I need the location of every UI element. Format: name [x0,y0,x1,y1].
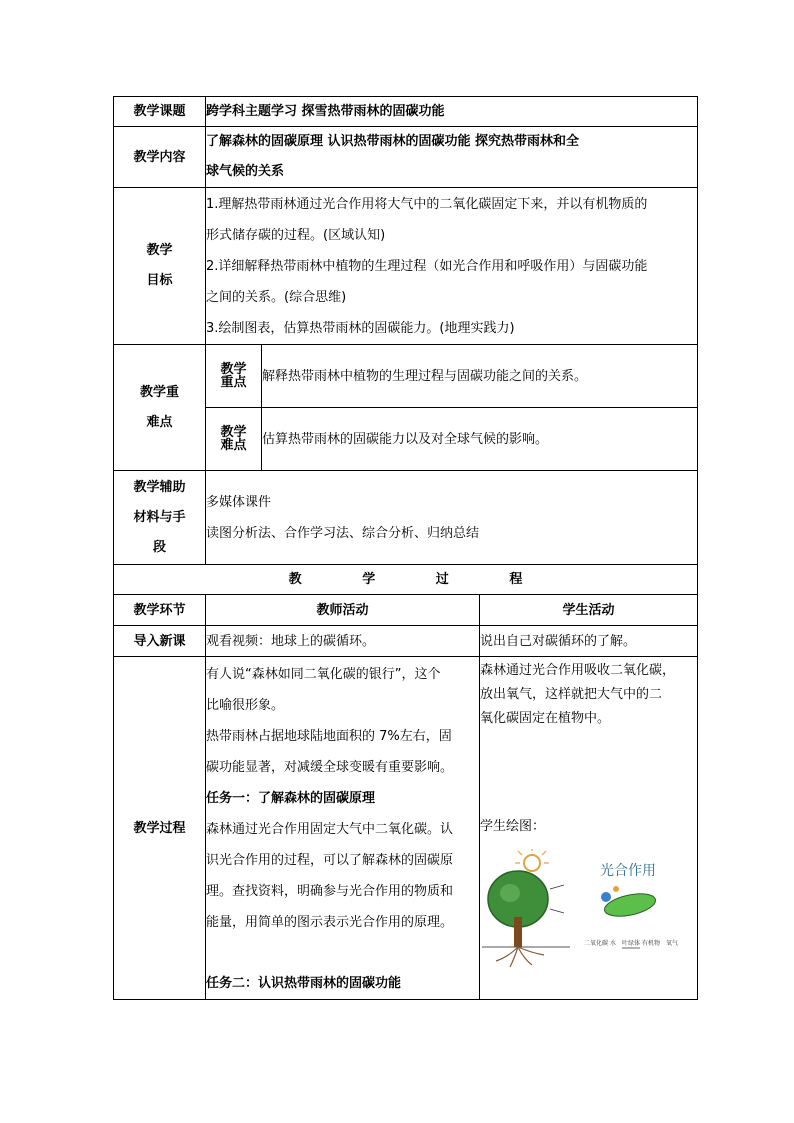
small-sun-icon [613,886,619,892]
materials-list [206,471,698,565]
key-point-label-line: 教学 [220,362,247,377]
main-stage: 教学过程 [114,657,206,1000]
teacher-line: 热带雨林占据地球陆地面积的 7%左右，固 [206,729,452,744]
content-line: 了解森林的固碳原理 认识热带雨林的固碳功能 探究热带雨林和全 [206,134,580,149]
main-student [480,657,698,1000]
intro-stage: 导入新课 [114,626,206,657]
col-teacher-header: 教师活动 [206,595,480,626]
process-title-char: 学 [362,572,376,587]
eq-co2: 二氧化碳 [584,940,609,947]
materials-label-line: 材料与手 [133,509,186,525]
teacher-line: 有人说“森林如同二氧化碳的银行”，这个 [206,667,441,682]
material-line: 读图分析法、合作学习法、综合分析、归纳总结 [206,525,480,541]
drawing-title: 光合作用 [600,863,656,879]
leaf-icon [602,890,657,920]
student-drawing-label: 学生绘图： [480,819,546,834]
main-teacher [206,657,480,1000]
teacher-line: 能量，用简单的图示表示光合作用的原理。 [206,915,454,930]
sun-icon [524,855,540,871]
difficult-point-text: 估算热带雨林的固碳能力以及对全球气候的影响。 [262,408,698,471]
task-heading: 任务二：认识热带雨林的固碳功能 [206,976,402,991]
process-title-char: 教 [288,572,302,587]
eq-chloroplast: 叶绿体 [622,940,641,947]
tree-roots [496,947,544,967]
chloroplast-icon [601,892,611,902]
teacher-line: 碳功能显著，对减缓全球变暖有重要影响。 [206,760,454,775]
tree-trunk [514,917,522,947]
topic-label: 教学课题 [114,97,206,127]
key-point-label-line: 重点 [220,375,247,390]
col-student-header: 学生活动 [480,595,698,626]
difficult-point-label-line: 难点 [220,438,247,453]
eq-oxygen: 氧气 [666,940,679,947]
teacher-line: 森林通过光合作用固定大气中二氧化碳。认 [206,822,454,837]
lesson-plan-table [113,96,698,1000]
teacher-line: 比喻很形象。 [206,698,285,713]
goal-line: 2.详细解释热带雨林中植物的生理过程（如光合作用和呼吸作用）与固碳功能 [206,258,648,274]
intro-teacher: 观看视频：地球上的碳循环。 [206,626,480,657]
teacher-line: 理。查找资料，明确参与光合作用的物质和 [206,884,454,899]
materials-label-line: 教学辅助 [133,479,186,495]
student-line: 氧化碳固定在植物中。 [480,711,611,726]
process-title-char: 过 [435,572,449,587]
process-title-char: 程 [509,572,523,587]
goals-label-line: 目标 [146,273,173,288]
content-line: 球气候的关系 [206,164,285,179]
student-line: 放出氧气，这样就把大气中的二 [480,687,663,702]
topic-value: 跨学科主题学习 探雪热带雨林的固碳功能 [206,97,698,127]
key-difficult-label-line: 难点 [146,414,173,430]
goals-label [114,188,206,345]
teacher-line: 识光合作用的过程，可以了解森林的固碳原 [206,853,454,868]
photosynthesis-drawing-svg [480,849,686,974]
eq-organic: 有机物 [642,940,661,947]
key-point-text: 解释热带雨林中植物的生理过程与固碳功能之间的关系。 [262,345,698,408]
difficult-point-label [206,408,262,471]
tree-canopy-highlight [500,884,520,902]
goal-line: 之间的关系。(综合思维) [206,289,347,305]
key-point-label [206,345,262,408]
goals-list [206,188,698,345]
materials-label-line: 段 [152,539,166,555]
difficult-point-label-line: 教学 [220,425,247,440]
material-line: 多媒体课件 [206,494,272,510]
materials-label [114,471,206,565]
gas-arrows [550,885,564,913]
goals-label-line: 教学 [146,243,173,258]
photosynthesis-drawing [480,849,697,977]
content-label: 教学内容 [114,127,206,188]
goal-line: 形式储存碳的过程。(区域认知) [206,227,386,243]
process-title [114,565,698,595]
eq-water: 水 [610,940,617,947]
task-heading: 任务一：了解森林的固碳原理 [206,791,376,806]
student-line: 森林通过光合作用吸收二氧化碳， [480,663,676,678]
content-value [206,127,698,188]
intro-student: 说出自己对碳循环的了解。 [480,626,698,657]
goal-line: 3.绘制图表，估算热带雨林的固碳能力。(地理实践力) [206,320,515,336]
key-difficult-label [114,345,206,471]
goal-line: 1.理解热带雨林通过光合作用将大气中的二氧化碳固定下来，并以有机物质的 [206,196,648,212]
key-difficult-label-line: 教学重 [139,384,179,400]
col-stage-header: 教学环节 [114,595,206,626]
